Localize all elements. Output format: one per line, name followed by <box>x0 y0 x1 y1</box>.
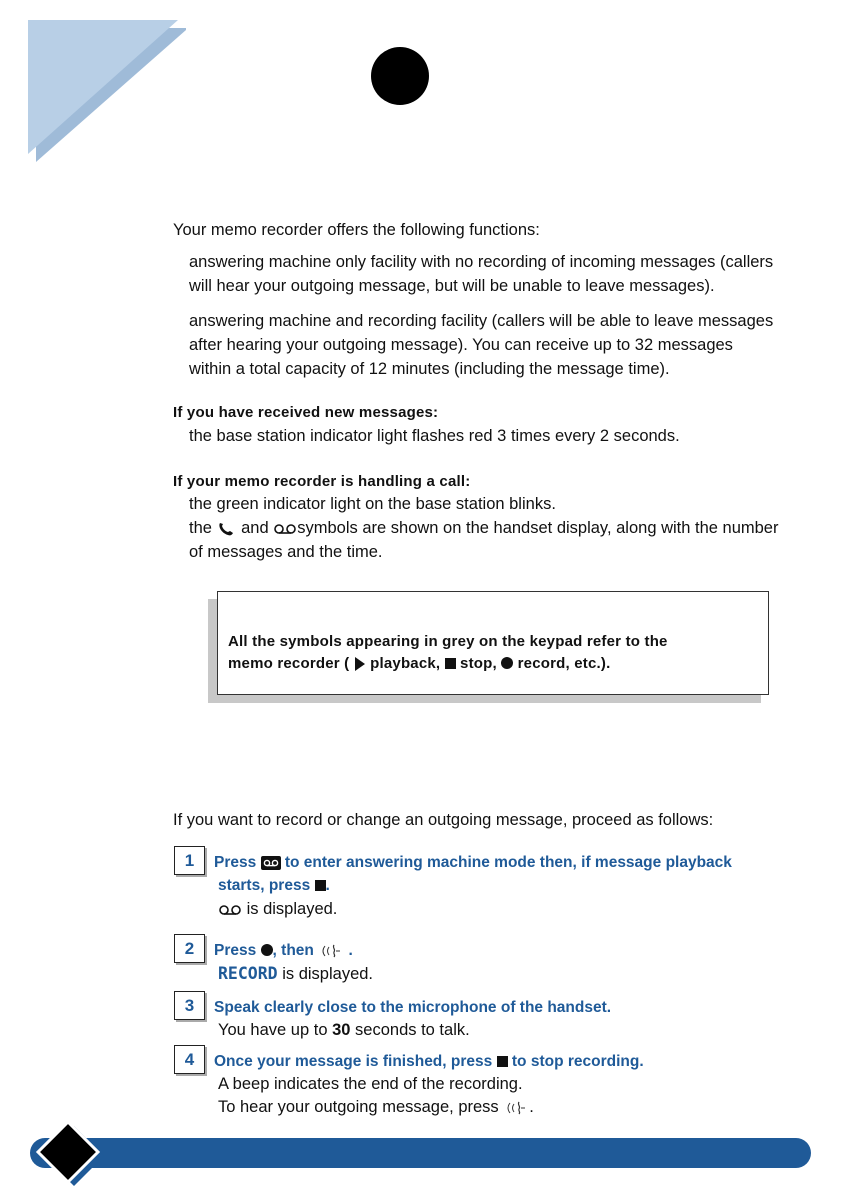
step-1-number: 1 <box>174 846 205 875</box>
diamond-icon <box>28 1120 106 1188</box>
function-2-line-3: within a total capacity of 12 minutes (including the message time). <box>189 360 670 378</box>
step-3-result: You have up to 30 seconds to talk. <box>218 1021 470 1039</box>
phone-icon <box>217 521 237 537</box>
step-2-instruction: Press , then . <box>214 942 353 959</box>
record-display-text: RECORD <box>218 964 278 983</box>
handling-call-line-3: of messages and the time. <box>189 543 383 561</box>
step-3-number: 3 <box>174 991 205 1020</box>
bottom-bar <box>30 1138 811 1168</box>
stop-icon <box>445 658 456 669</box>
handling-call-line-2: the and symbols are shown on the handset display, along with the number <box>189 519 779 537</box>
voicemail-icon <box>218 904 242 916</box>
corner-decoration <box>0 0 200 170</box>
function-2-line-1: answering machine and recording facility (callers will be able to leave messages <box>189 312 774 330</box>
voicemail-icon <box>273 523 297 535</box>
new-messages-heading: If you have received new messages: <box>173 404 439 421</box>
note-line-1: All the symbols appearing in grey on the keypad refer to the <box>228 633 668 650</box>
step-1-instruction-line-1: Press to enter answering machine mode then, if message playback <box>214 854 732 871</box>
step-1-instruction-line-2: starts, press . <box>218 877 330 894</box>
handling-call-line-1: the green indicator light on the base station blinks. <box>189 495 556 513</box>
play-icon <box>354 657 366 671</box>
outgoing-intro: If you want to record or change an outgoing message, proceed as follows: <box>173 811 714 829</box>
step-3-instruction: Speak clearly close to the microphone of the handset. <box>214 999 612 1016</box>
handling-call-heading: If your memo recorder is handling a call: <box>173 473 471 490</box>
speaker-icon <box>503 1100 529 1116</box>
step-4-result-2: To hear your outgoing message, press . <box>218 1098 534 1116</box>
step-4-number: 4 <box>174 1045 205 1074</box>
note-line-2: memo recorder ( playback, stop, record, etc.). <box>228 655 611 672</box>
stop-icon <box>497 1056 508 1067</box>
top-dot-icon <box>371 47 429 105</box>
step-1-result: is displayed. <box>218 897 337 921</box>
intro-text: Your memo recorder offers the following functions: <box>173 221 540 239</box>
seconds-value: 30 <box>332 1021 351 1039</box>
step-2-result: RECORD is displayed. <box>218 964 374 983</box>
new-messages-text: the base station indicator light flashes red 3 times every 2 seconds. <box>189 427 680 445</box>
function-1-line-2: will hear your outgoing message, but will be unable to leave messages). <box>189 277 715 295</box>
stop-icon <box>315 880 326 891</box>
record-icon <box>501 657 513 669</box>
function-1-line-1: answering machine only facility with no recording of incoming messages (callers <box>189 253 774 271</box>
step-4-instruction: Once your message is finished, press to stop recording. <box>214 1053 644 1070</box>
answering-machine-icon <box>261 856 281 870</box>
record-icon <box>261 944 273 956</box>
function-2-line-2: after hearing your outgoing message). You can receive up to 32 messages <box>189 336 733 354</box>
step-4-result-1: A beep indicates the end of the recording. <box>218 1075 523 1093</box>
step-2-number: 2 <box>174 934 205 963</box>
speaker-icon <box>318 943 344 959</box>
